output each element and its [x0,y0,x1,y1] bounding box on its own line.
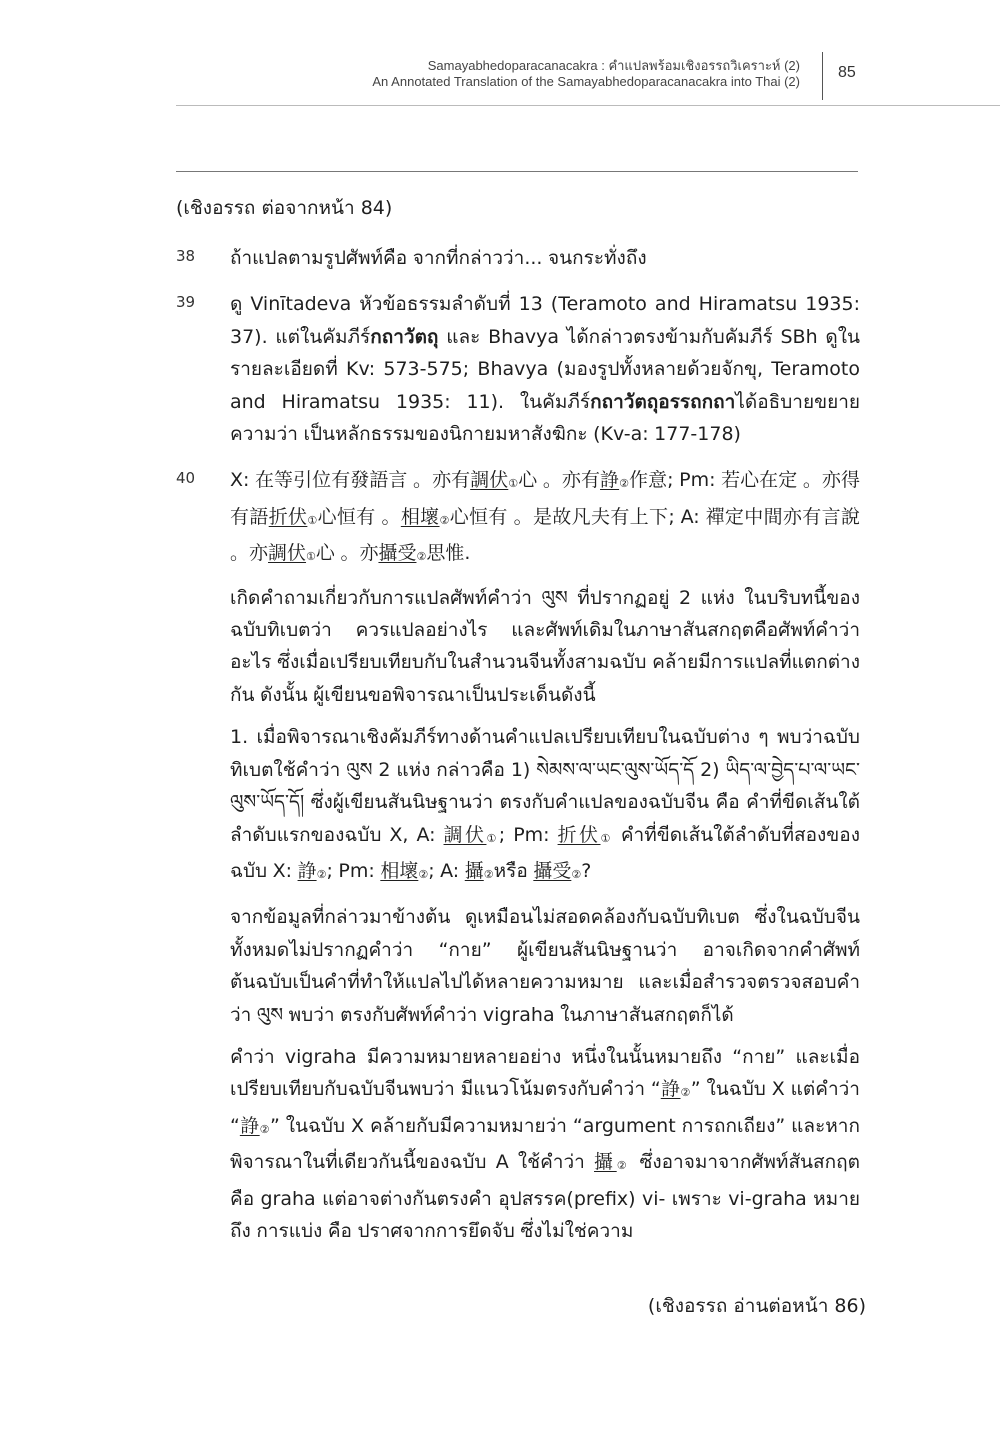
underlined-term: 諍 [297,859,317,882]
discussion-paragraph-4: คำว่า vigraha มีความหมายหลายอย่าง หนึ่งในนั้นหมายถึง “กาย” และเมื่อเปรียบเทียบกับฉบับจีนพบว่า มีแนวโน้มตรงกับคำว่า “諍$_②$” ในฉบับ X แต่คำว่า “諍$_②$” ในฉบับ X คล้ายกับมีความหมายว่า “argument การถกเถียง” และหากพิจารณาในที่เดียวกันนี้ของฉบับ A ใช้คำว่า 攝$_②$ ซึ่งอาจมาจากศัพท์สันสกฤตคือ graha แต่อาจต่างกันตรงคำ อุปสรรค(prefix) vi- เพราะ vi-graha หมายถึง การแบ่ง คือ ปราศจากการยึดจับ ซึ่งไม่ใช่ความ [230,1045,860,1242]
page-number: 85 [838,64,856,81]
underlined-term: 攝 [464,859,484,882]
discussion-paragraph-2: 1. เมื่อพิจารณาเชิงคัมภีร์ทางด้านคำแปลเปรียบเทียบในฉบับต่าง ๆ พบว่าฉบับทิเบตใช้คำว่า ལུས 2 แห่ง กล่าวคือ 1) སེམས་ལ་ཡང་ལུས་ཡོད་དོ 2) ཡིད་ལ་བྱེད་པ་ལ་ཡང་ལུས་ཡོད་དོ། ซึ่งผู้เขียนสันนิษฐานว่า ตรงกับคำแปลของฉบับจีน คือ คำที่ขีดเส้นใต้ลำดับแรกของฉบับ X, A: 調伏$_①$; Pm: 折伏$_①$ คำที่ขีดเส้นใต้ลำดับที่สองของฉบับ X: 諍$_②$; Pm: 相壞$_②$; A: 攝$_②$หรือ 攝受$_②$? [230,726,860,882]
footnote-number: 40 [176,469,196,488]
footnote-38 [176,242,860,274]
running-header [160,58,800,90]
underlined-term: 折伏 [268,505,308,528]
footnote-number: 39 [176,293,196,312]
header-rule [176,105,1000,106]
continuation-from-previous: (เชิงอรรถ ต่อจากหน้า 84) [176,197,393,219]
footnote-rule [176,171,858,172]
footnote-text: ถ้าแปลตามรูปศัพท์คือ จากที่กล่าวว่า... จนกระทั่งถึง [230,247,647,269]
underlined-term: 折伏 [557,823,601,846]
underlined-term: 調伏 [268,542,307,565]
underlined-term: 諍 [239,1114,260,1137]
continuation-to-next: (เชิงอรรถ อ่านต่อหน้า 86) [647,1295,866,1317]
footnote-number: 38 [176,247,196,265]
underlined-term: 攝受 [378,542,417,565]
discussion-paragraph-1: เกิดคำถามเกี่ยวกับการแปลศัพท์คำว่า ལུས ที่ปรากฏอยู่ 2 แห่ง ในบริบทนี้ของฉบับทิเบตว่า ควรแปลอย่างไร และศัพท์เดิมในภาษาสันสกฤตคือศัพท์คำว่าอะไร ซึ่งเมื่อเปรียบเทียบกับในสำนวนจีนทั้งสามฉบับ คล้ายมีการแปลที่แตกต่างกัน ดังนั้น ผู้เขียนขอพิจารณาเป็นประเด็นดังนี้ [230,586,860,706]
bold-term: กถาวัตถุอรรถกถา [590,390,736,413]
discussion-paragraph-3: จากข้อมูลที่กล่าวมาข้างต้น ดูเหมือนไม่สอดคล้องกับฉบับทิเบต ซึ่งในฉบับจีนทั้งหมดไม่ปรากฏคำว่า “กาย” ผู้เขียนสันนิษฐานว่า อาจเกิดจากคำศัพท์ต้นฉบับเป็นคำที่ทำให้แปลไปได้หลายความหมาย และเมื่อสำรวจตรวจสอบคำว่า ལུས พบว่า ตรงกับศัพท์คำว่า vigraha ในภาษาสันสกฤตก็ได้ [230,906,860,1026]
chinese-citation: X: 在等引位有發語言 。亦有調伏$_①$心 。亦有諍$_②$作意; Pm: 若心在定 。亦得有語折伏$_①$心恒有 。相壞$_②$心恒有 。是故凡夫有上下; A: 禪定中間亦有言說 。亦調伏$_①$心 。亦攝受$_②$思惟. [230,469,860,565]
footnote-area [176,192,860,1257]
underlined-term: 攝受 [533,859,572,882]
underlined-term: 相壞 [380,859,419,882]
underlined-term: 相壞 [400,505,440,528]
header-divider [822,52,823,100]
bold-term: กถาวัตถุ [370,325,439,348]
header-title-english: An Annotated Translation of the Samayabhedoparacanacakra into Thai (2) [372,74,800,89]
footnote-40 [176,464,860,573]
header-title-thai: Samayabhedoparacanacakra : คำแปลพร้อมเชิงอรรถวิเคราะห์ (2) [427,58,800,73]
underlined-term: 調伏 [470,469,509,492]
underlined-term: 攝 [594,1151,617,1174]
underlined-term: 調伏 [443,823,487,846]
footnote-text: ดู Vinītadeva หัวข้อธรรมลำดับที่ 13 (Teramoto and Hiramatsu 1935: 37). แต่ในคัมภีร์กถาวัตถุ และ Bhavya ได้กล่าวตรงข้ามกับคัมภีร์ SBh ดูในรายละเอียดที่ Kv: 573-575; Bhavya (มองรูปทั้งหลายด้วยจักขุ, Teramoto and Hiramatsu 1935: 11). ในคัมภีร์กถาวัตถุอรรถกถาได้อธิบายขยายความว่า เป็นหลักธรรมของนิกายมหาสังฆิกะ (Kv-a: 177-178) [230,293,861,446]
footnote-39 [176,288,860,450]
underlined-term: 諍 [660,1078,681,1101]
underlined-term: 諍 [600,469,620,492]
